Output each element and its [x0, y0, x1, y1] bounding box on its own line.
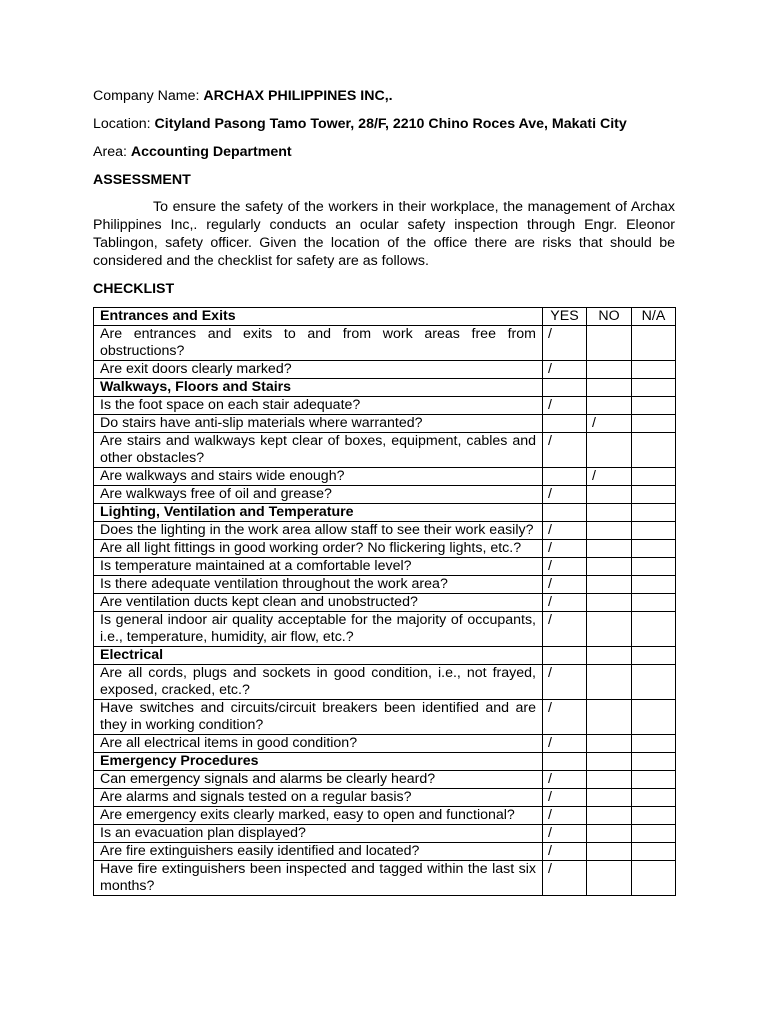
question-text: Can emergency signals and alarms be clearly heard? [94, 771, 543, 789]
mark-yes: / [543, 771, 587, 789]
empty-cell [632, 753, 676, 771]
question-text: Is temperature maintained at a comfortable level? [94, 558, 543, 576]
mark-no [587, 576, 632, 594]
column-header-yes: YES [543, 308, 587, 326]
location-line [93, 115, 627, 133]
checklist-row [94, 807, 676, 825]
empty-cell [587, 647, 632, 665]
section-title: Emergency Procedures [94, 753, 543, 771]
mark-na [632, 825, 676, 843]
question-text: Are entrances and exits to and from work areas free from obstructions? [94, 326, 543, 361]
question-text: Are ventilation ducts kept clean and unobstructed? [94, 594, 543, 612]
checklist-row [94, 612, 676, 647]
mark-no [587, 843, 632, 861]
mark-yes: / [543, 612, 587, 647]
mark-na [632, 540, 676, 558]
mark-yes: / [543, 825, 587, 843]
empty-cell [587, 753, 632, 771]
mark-yes: / [543, 861, 587, 896]
section-row [94, 753, 676, 771]
checklist-row [94, 789, 676, 807]
question-text: Is general indoor air quality acceptable for the majority of occupants, i.e., temperature, humidity, air flow, etc.? [94, 612, 543, 647]
question-text: Are exit doors clearly marked? [94, 361, 543, 379]
question-text: Are stairs and walkways kept clear of boxes, equipment, cables and other obstacles? [94, 433, 543, 468]
mark-yes: / [543, 326, 587, 361]
mark-no [587, 665, 632, 700]
empty-cell [632, 379, 676, 397]
mark-yes: / [543, 665, 587, 700]
mark-no [587, 397, 632, 415]
question-text: Is an evacuation plan displayed? [94, 825, 543, 843]
checklist-row [94, 594, 676, 612]
empty-cell [543, 647, 587, 665]
mark-na [632, 861, 676, 896]
mark-yes: / [543, 789, 587, 807]
question-text: Are all light fittings in good working order? No flickering lights, etc.? [94, 540, 543, 558]
checklist-row [94, 326, 676, 361]
mark-no [587, 735, 632, 753]
mark-no [587, 540, 632, 558]
empty-cell [632, 647, 676, 665]
question-text: Are fire extinguishers easily identified and located? [94, 843, 543, 861]
checklist-row [94, 433, 676, 468]
mark-yes: / [543, 594, 587, 612]
mark-no [587, 558, 632, 576]
checklist-row [94, 558, 676, 576]
mark-yes: / [543, 397, 587, 415]
mark-no [587, 522, 632, 540]
mark-na [632, 807, 676, 825]
assessment-heading: ASSESSMENT [93, 172, 191, 188]
empty-cell [587, 379, 632, 397]
area-line [93, 143, 292, 161]
section-row [94, 308, 676, 326]
mark-no: / [587, 468, 632, 486]
mark-yes: / [543, 433, 587, 468]
mark-na [632, 486, 676, 504]
mark-na [632, 735, 676, 753]
section-title: Entrances and Exits [94, 308, 543, 326]
checklist-row [94, 486, 676, 504]
mark-no [587, 700, 632, 735]
mark-na [632, 433, 676, 468]
checklist-row [94, 843, 676, 861]
question-text: Is there adequate ventilation throughout the work area? [94, 576, 543, 594]
checklist-row [94, 540, 676, 558]
location-label: Location: [93, 116, 155, 132]
mark-na [632, 843, 676, 861]
mark-no [587, 612, 632, 647]
mark-no [587, 594, 632, 612]
checklist-row [94, 771, 676, 789]
question-text: Are alarms and signals tested on a regular basis? [94, 789, 543, 807]
mark-yes: / [543, 843, 587, 861]
checklist-row [94, 735, 676, 753]
checklist-body [94, 308, 676, 896]
mark-no [587, 807, 632, 825]
mark-na [632, 558, 676, 576]
mark-yes: / [543, 522, 587, 540]
mark-yes: / [543, 576, 587, 594]
area-value: Accounting Department [130, 144, 292, 160]
checklist-row [94, 861, 676, 896]
mark-na [632, 415, 676, 433]
mark-yes [543, 415, 587, 433]
checklist-row [94, 397, 676, 415]
question-text: Is the foot space on each stair adequate? [94, 397, 543, 415]
checklist-row [94, 468, 676, 486]
mark-na [632, 594, 676, 612]
mark-no: / [587, 415, 632, 433]
empty-cell [543, 504, 587, 522]
section-title: Lighting, Ventilation and Temperature [94, 504, 543, 522]
mark-na [632, 789, 676, 807]
question-text: Are walkways free of oil and grease? [94, 486, 543, 504]
mark-na [632, 361, 676, 379]
checklist-row [94, 522, 676, 540]
empty-cell [587, 504, 632, 522]
checklist-row [94, 700, 676, 735]
section-title: Walkways, Floors and Stairs [94, 379, 543, 397]
checklist-row [94, 576, 676, 594]
mark-na [632, 522, 676, 540]
location-value: Cityland Pasong Tamo Tower, 28/F, 2210 Chino Roces Ave, Makati City [154, 116, 627, 132]
company-label: Company Name: [93, 88, 204, 104]
mark-na [632, 612, 676, 647]
checklist-row [94, 665, 676, 700]
mark-yes [543, 468, 587, 486]
area-label: Area: [93, 144, 131, 160]
empty-cell [543, 379, 587, 397]
empty-cell [543, 753, 587, 771]
mark-yes: / [543, 558, 587, 576]
section-row [94, 647, 676, 665]
checklist-row [94, 415, 676, 433]
mark-na [632, 468, 676, 486]
section-title: Electrical [94, 647, 543, 665]
question-text: Do stairs have anti-slip materials where warranted? [94, 415, 543, 433]
mark-no [587, 433, 632, 468]
mark-no [587, 361, 632, 379]
company-name-line [93, 87, 393, 105]
mark-no [587, 789, 632, 807]
mark-no [587, 486, 632, 504]
section-row [94, 379, 676, 397]
company-value: ARCHAX PHILIPPINES INC,. [203, 88, 393, 104]
mark-na [632, 397, 676, 415]
mark-na [632, 326, 676, 361]
question-text: Are emergency exits clearly marked, easy to open and functional? [94, 807, 543, 825]
mark-na [632, 665, 676, 700]
question-text: Have fire extinguishers been inspected and tagged within the last six months? [94, 861, 543, 896]
question-text: Are all electrical items in good condition? [94, 735, 543, 753]
mark-yes: / [543, 735, 587, 753]
checklist-row [94, 825, 676, 843]
question-text: Are all cords, plugs and sockets in good condition, i.e., not frayed, exposed, cracked, etc.? [94, 665, 543, 700]
mark-yes: / [543, 486, 587, 504]
mark-no [587, 825, 632, 843]
checklist-row [94, 361, 676, 379]
empty-cell [632, 504, 676, 522]
question-text: Have switches and circuits/circuit breakers been identified and are they in working condition? [94, 700, 543, 735]
section-row [94, 504, 676, 522]
mark-yes: / [543, 807, 587, 825]
column-header-na: N/A [632, 308, 676, 326]
checklist-heading: CHECKLIST [93, 281, 175, 297]
mark-na [632, 771, 676, 789]
mark-yes: / [543, 700, 587, 735]
mark-na [632, 700, 676, 735]
mark-yes: / [543, 540, 587, 558]
column-header-no: NO [587, 308, 632, 326]
mark-yes: / [543, 361, 587, 379]
mark-no [587, 771, 632, 789]
mark-no [587, 861, 632, 896]
assessment-paragraph: To ensure the safety of the workers in their workplace, the management of Archax Philippines Inc,. regularly conducts an ocular safety inspection through Engr. Eleonor Tablingon, safety officer. Given the location of the office there are risks that should be considered and the checklist for safety are as follows. [93, 199, 675, 269]
checklist-table [93, 307, 676, 896]
mark-no [587, 326, 632, 361]
question-text: Does the lighting in the work area allow staff to see their work easily? [94, 522, 543, 540]
question-text: Are walkways and stairs wide enough? [94, 468, 543, 486]
mark-na [632, 576, 676, 594]
